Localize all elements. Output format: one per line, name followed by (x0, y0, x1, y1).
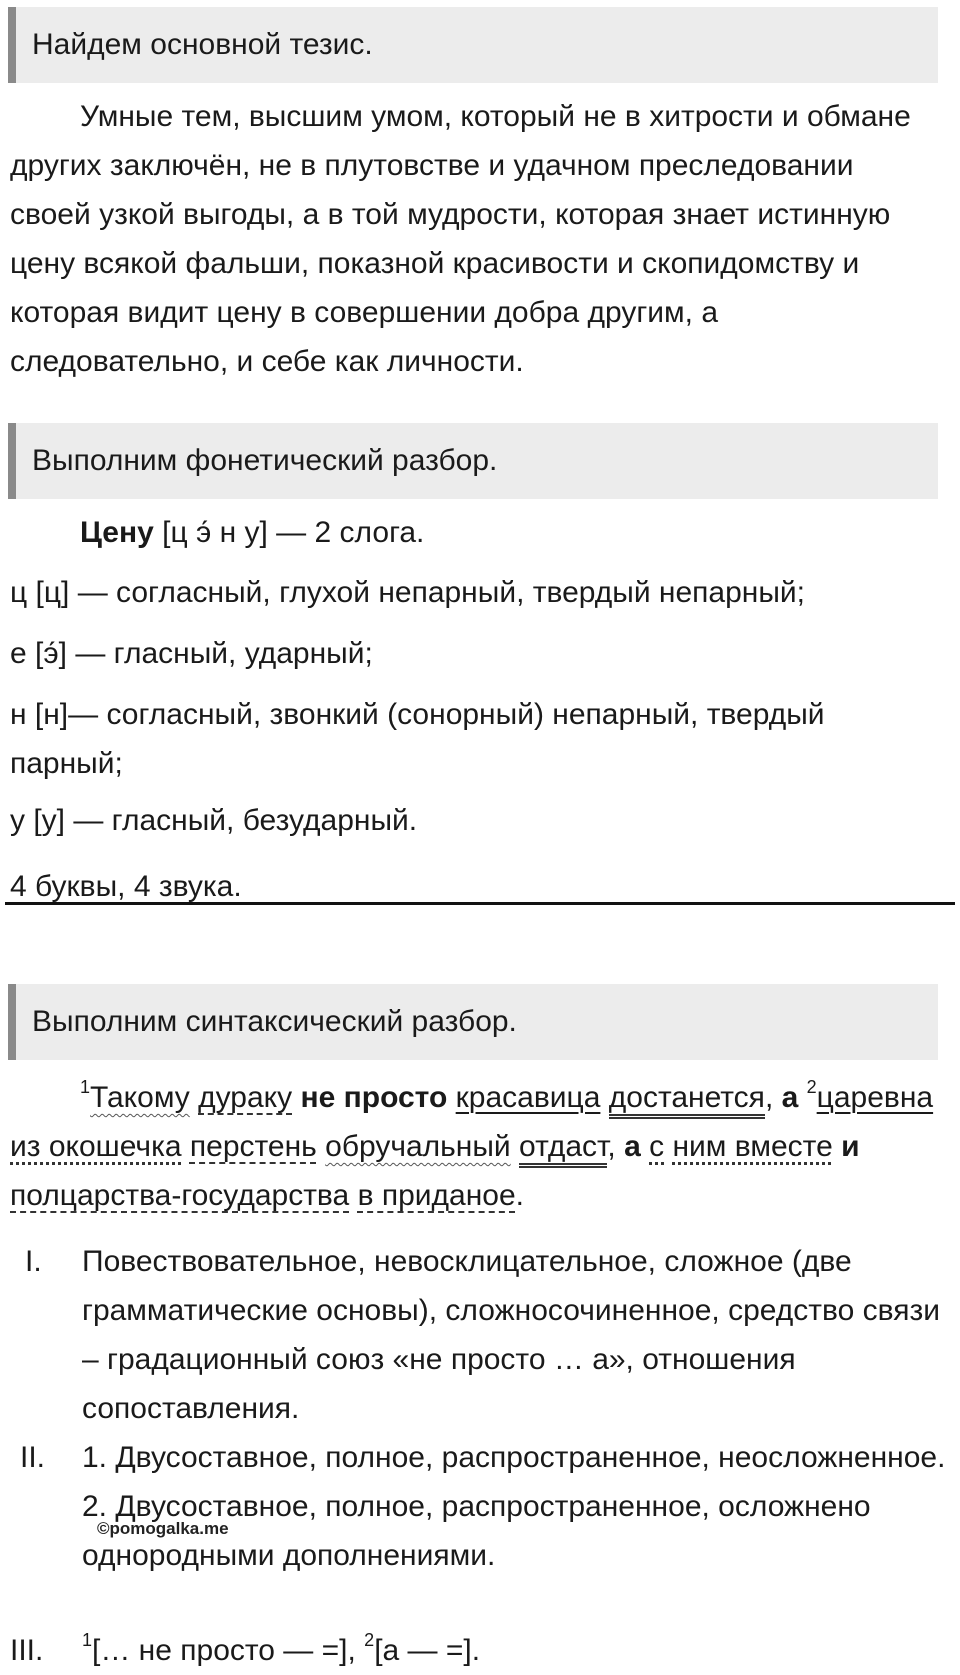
section-heading-syntax: Выполним синтаксический разбор. (8, 984, 938, 1060)
attribute-takomu: Такому (90, 1081, 190, 1114)
analysis-numeral-2: II. (20, 1441, 46, 1474)
attribute-obruchalnyy: обручальный (325, 1130, 511, 1163)
scheme-marker-1: 1 (82, 1630, 93, 1650)
clause-marker-1: 1 (80, 1077, 91, 1097)
adverbial-iz-okoshechka: из окошечка (10, 1130, 182, 1163)
phonetic-word-line (80, 508, 424, 557)
phonetic-sound-4: у [у] — гласный, безударный. (10, 804, 418, 837)
subject-krasavica: красавица (455, 1081, 601, 1114)
predicate-dostanetsya: достанется (609, 1081, 765, 1119)
phonetic-summary: 4 буквы, 4 звука. (10, 870, 242, 903)
conjunction-a-2: а (624, 1130, 641, 1163)
predicate-otdast: отдаст (519, 1130, 607, 1168)
conjunction-i: и (841, 1130, 860, 1163)
watermark: ©pomogalka.me (97, 1519, 229, 1538)
conjunction-ne-prosto: не просто (300, 1081, 448, 1114)
phonetic-sound-3: н [н]— согласный, звонкий (сонорный) непарный, твердый парный; (10, 698, 825, 780)
analysis-text-2: 1. Двусоставное, полное, распространенное, неосложненное. 2. Двусоставное, полное, распространенное, осложнено однородными дополнениями. (82, 1441, 946, 1572)
conjunction-a-1: а (781, 1081, 799, 1114)
phonetic-sound-2: е [э́] — гласный, ударный; (10, 637, 373, 670)
sentence-period: . (515, 1179, 524, 1212)
analysis-text-1: Повествовательное, невосклицательное, сложное (две грамматические основы), сложносочиненное, средство связи – градационный союз «не просто … а», отношения сопоставления. (82, 1245, 941, 1425)
adverbial-nim-vmeste: ним вместе (672, 1130, 833, 1163)
section-heading-phonetic: Выполним фонетический разбор. (8, 423, 938, 499)
syntax-sentence-block (10, 1073, 940, 1220)
scheme-marker-2: 2 (364, 1630, 375, 1650)
adverbial-s: с (649, 1130, 665, 1163)
phonetic-sound-3-block (10, 690, 940, 788)
syntax-sentence: $^1$Такому дураку не просто красавица достанется, а $^2$царевна из окошечка перстень обручальный отдаст, а с ним вместе и полцарства-государства в приданое. (10, 1077, 934, 1212)
scheme-text (82, 1626, 952, 1675)
phonetic-sound-1: ц [ц] — согласный, глухой непарный, твердый непарный; (10, 576, 806, 609)
phonetic-word: Цену (80, 516, 154, 549)
object-polcarstva: полцарства-государства (10, 1179, 350, 1212)
scheme-part-1: [… не просто — =], (92, 1634, 365, 1667)
object-v-pridanoe: в приданое (357, 1179, 516, 1212)
thesis-block (10, 92, 940, 386)
subject-carevna: царевна (816, 1081, 934, 1114)
object-persten: перстень (189, 1130, 317, 1163)
analysis-numeral-1: I. (25, 1245, 42, 1278)
analysis-numeral-3: III. (10, 1634, 44, 1667)
object-duraku: дураку (198, 1081, 293, 1114)
thesis-paragraph: Умные тем, высшим умом, который не в хитрости и обмане других заключён, не в плутовстве и удачном преследовании своей узкой выгоды, а в той мудрости, которая знает истинную цену всякой фальши, показной красивости и скопидомству и которая видит цену в совершении добра другим, а следовательно, и себе как личности. (10, 100, 911, 378)
clause-marker-2: 2 (806, 1077, 817, 1097)
section-heading-thesis: Найдем основной тезис. (8, 7, 938, 83)
phonetic-transcription: [ц э́ н у] — 2 слога. (153, 516, 425, 549)
scheme-part-2: [а — =]. (374, 1634, 481, 1667)
